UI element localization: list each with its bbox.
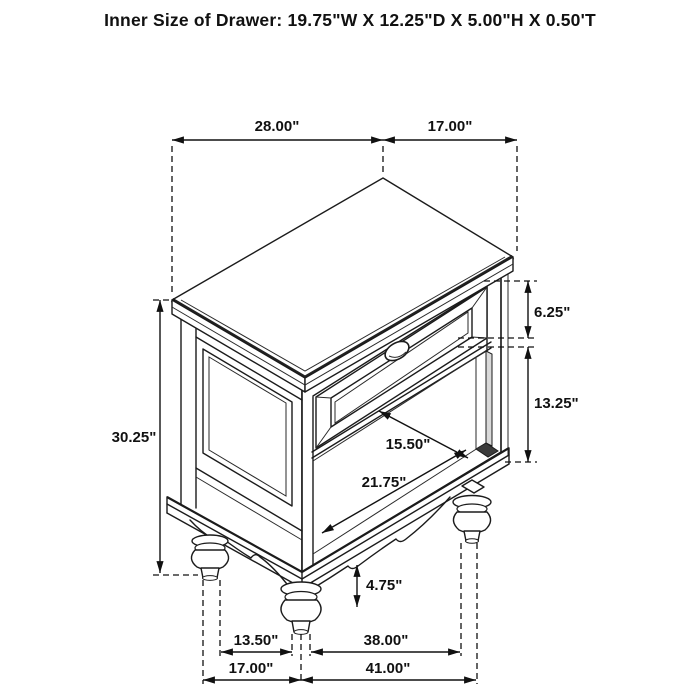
dim-shelf-height [528,347,579,462]
dim-shelf-width-label: 21.75" [361,474,407,491]
dim-leg-height-label: 4.75" [366,577,403,594]
dim-top-depth-label: 17.00" [427,118,473,135]
dim-base-width [301,660,476,680]
dim-overall-height [112,300,160,573]
page-title: Inner Size of Drawer: 19.75"W X 12.25"D X 5.00"H X 0.50'T [104,10,596,30]
dim-leg-spacing-front-label: 38.00" [363,632,409,649]
dim-shelf-height-label: 13.25" [534,395,579,412]
dim-base-width-label: 41.00" [365,660,411,677]
dim-base-depth-label: 17.00" [228,660,274,677]
front-leg [281,582,321,634]
dim-overall-height-label: 30.25" [111,429,157,446]
left-leg [191,535,228,580]
right-leg [453,480,491,543]
dim-top-width-label: 28.00" [254,118,300,135]
dim-leg-spacing-side [221,632,292,652]
dim-leg-spacing-side-label: 13.50" [233,632,279,649]
dim-drawer-height [528,281,570,338]
dim-top-width [172,118,383,140]
dim-leg-height [357,565,402,607]
dim-leg-spacing-front [311,632,460,652]
dim-drawer-height-label: 6.25" [534,304,571,321]
dim-base-depth [203,660,301,680]
dim-top-depth [383,118,517,140]
dim-shelf-depth-label: 15.50" [385,436,431,453]
